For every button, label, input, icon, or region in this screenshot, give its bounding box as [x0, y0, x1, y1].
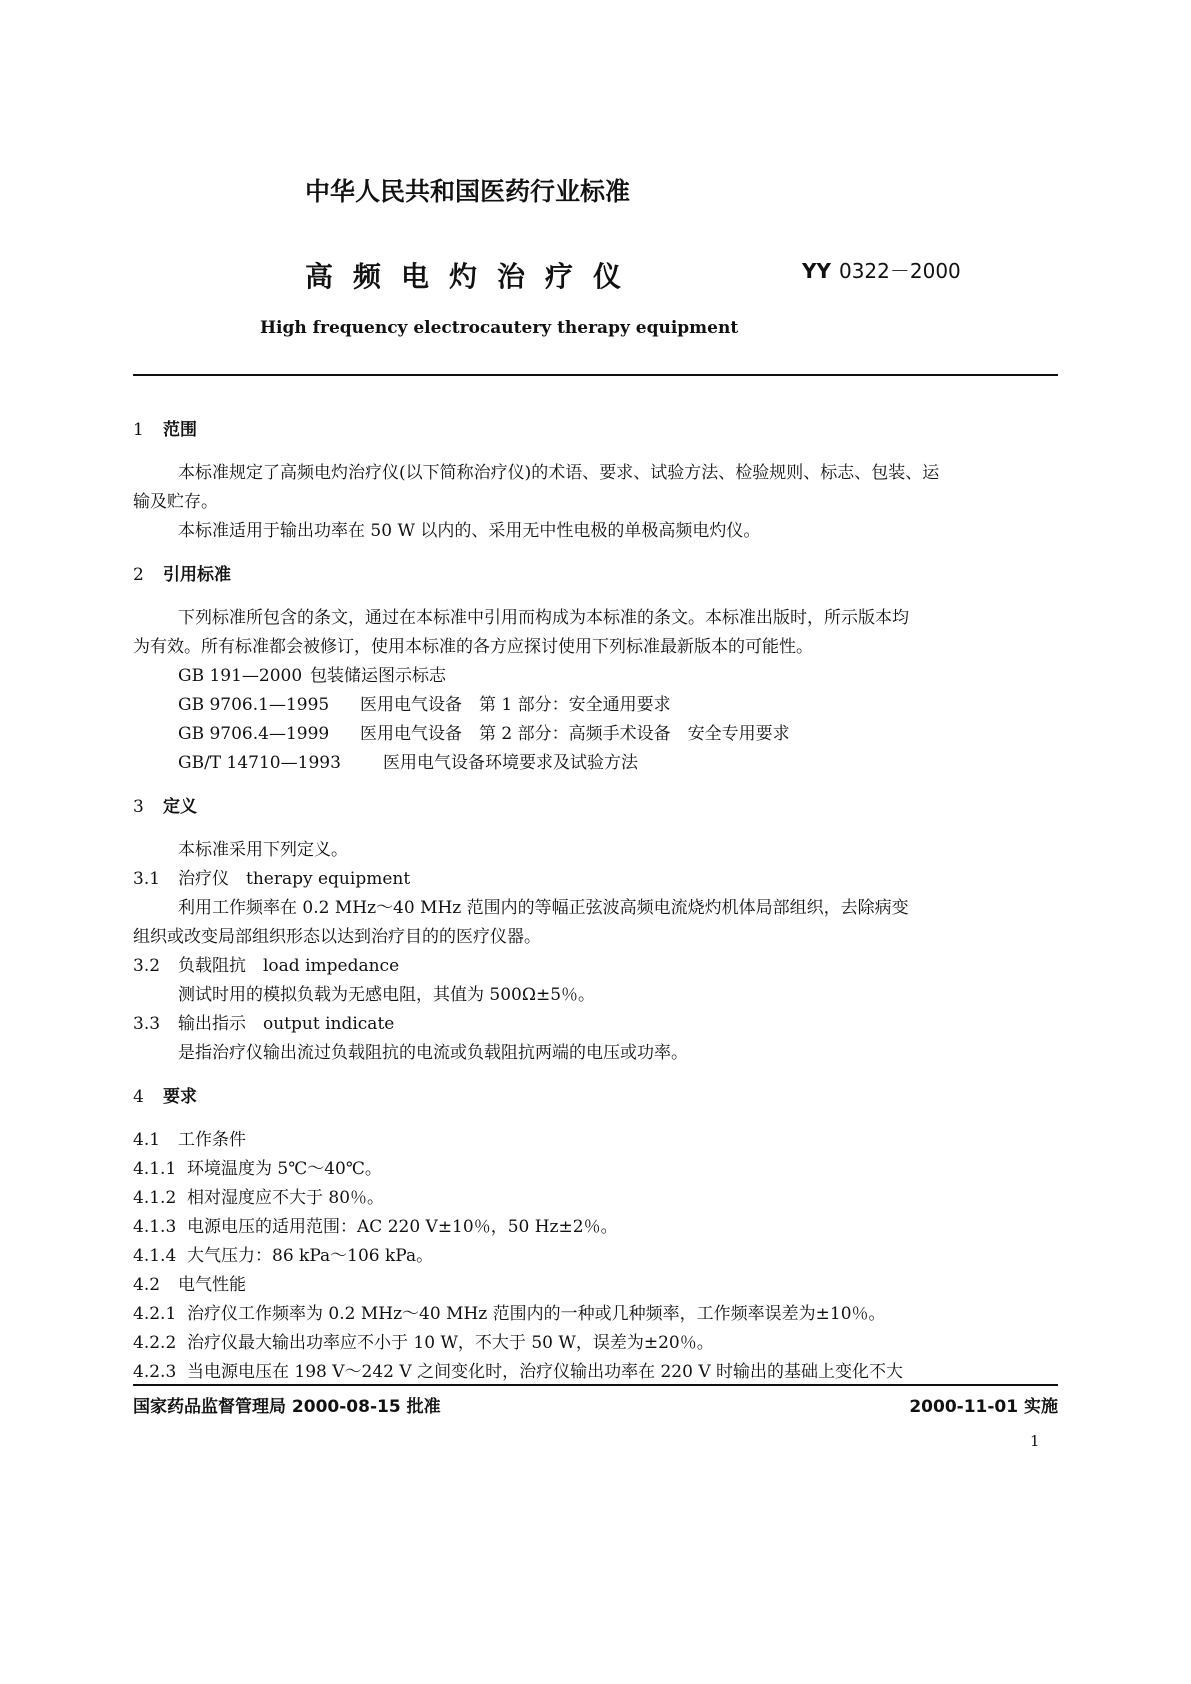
header-divider — [133, 374, 1058, 376]
reference-code: GB/T 14710—1993 — [178, 753, 341, 773]
clause — [133, 1212, 618, 1237]
clause-number: 4.1.3 — [133, 1217, 177, 1237]
clause-number: 4.1 — [133, 1130, 161, 1150]
paragraph: 输及贮存。 — [133, 492, 218, 512]
section-title: 定义 — [163, 797, 197, 817]
reference-code: GB 191—2000 — [178, 666, 303, 686]
clause-number: 4.1.4 — [133, 1246, 177, 1266]
section-title: 引用标准 — [163, 565, 231, 585]
page-number: 1 — [1030, 1432, 1040, 1450]
section-number: 3 — [133, 797, 144, 817]
term-label: 负载阻抗 load impedance — [178, 956, 400, 976]
clause — [133, 1299, 886, 1324]
section-2-heading — [133, 560, 231, 585]
clause-number: 3.2 — [133, 956, 161, 976]
reference-item — [178, 661, 446, 686]
code-prefix: YY — [802, 259, 831, 283]
clause-text: 工作条件 — [178, 1130, 246, 1150]
definition-term — [133, 1009, 394, 1034]
clause-text: 电源电压的适用范围：AC 220 V±10％，50 Hz±2％。 — [187, 1217, 618, 1237]
clause-text: 相对湿度应不大于 80％。 — [187, 1188, 385, 1208]
clause-number: 4.2.2 — [133, 1333, 177, 1353]
clause-text: 治疗仪工作频率为 0.2 MHz～40 MHz 范围内的一种或几种频率，工作频率误差为±10％。 — [187, 1304, 886, 1324]
clause — [133, 1125, 246, 1150]
reference-code: GB 9706.4—1999 — [178, 724, 330, 744]
english-title: High frequency electrocautery therapy equipment — [260, 318, 739, 338]
term-label: 输出指示 output indicate — [178, 1014, 395, 1034]
paragraph: 为有效。所有标准都会被修订，使用本标准的各方应探讨使用下列标准最新版本的可能性。 — [133, 637, 813, 657]
clause-text: 当电源电压在 198 V～242 V 之间变化时，治疗仪输出功率在 220 V 时输出的基础上变化不大 — [187, 1362, 903, 1382]
clause-number: 3.1 — [133, 869, 161, 889]
section-title: 要求 — [163, 1087, 197, 1107]
reference-title: 医用电气设备 第 1 部分：安全通用要求 — [360, 695, 671, 715]
approval-line: 国家药品监督管理局 2000-08-15 批准 — [133, 1397, 441, 1417]
section-title: 范围 — [163, 420, 197, 440]
footer-divider — [133, 1384, 1058, 1386]
paragraph: 是指治疗仪输出流过负载阻抗的电流或负载阻抗两端的电压或功率。 — [178, 1043, 688, 1063]
clause-number: 4.1.2 — [133, 1188, 177, 1208]
definition-term — [133, 951, 399, 976]
paragraph: 本标准规定了高频电灼治疗仪(以下简称治疗仪)的术语、要求、试验方法、检验规则、标志、包装、运 — [178, 463, 940, 483]
reference-code: GB 9706.1—1995 — [178, 695, 330, 715]
reference-title: 包装储运图示标志 — [310, 666, 446, 686]
paragraph: 测试时用的模拟负载为无感电阻，其值为 500Ω±5％。 — [178, 985, 596, 1005]
clause-text: 治疗仪最大输出功率应不小于 10 W，不大于 50 W，误差为±20％。 — [187, 1333, 714, 1353]
paragraph: 下列标准所包含的条文，通过在本标准中引用而构成为本标准的条文。本标准出版时，所示版本均 — [178, 608, 909, 628]
section-1-heading — [133, 415, 197, 440]
clause-number: 4.2.3 — [133, 1362, 177, 1382]
clause-text: 电气性能 — [178, 1275, 246, 1295]
clause-text: 大气压力：86 kPa～106 kPa。 — [187, 1246, 434, 1266]
clause — [133, 1357, 903, 1382]
paragraph: 组织或改变局部组织形态以达到治疗目的的医疗仪器。 — [133, 927, 541, 947]
reference-title: 医用电气设备 第 2 部分：高频手术设备 安全专用要求 — [360, 724, 790, 744]
reference-item — [178, 748, 638, 773]
clause — [133, 1183, 384, 1208]
standard-category: 中华人民共和国医药行业标准 — [305, 177, 631, 206]
clause — [133, 1154, 382, 1179]
paragraph: 利用工作频率在 0.2 MHz～40 MHz 范围内的等幅正弦波高频电流烧灼机体局部组织，去除病变 — [178, 898, 909, 918]
definition-term — [133, 864, 410, 889]
section-number: 4 — [133, 1087, 144, 1107]
paragraph: 本标准采用下列定义。 — [178, 840, 348, 860]
document-code — [802, 255, 961, 284]
section-4-heading — [133, 1082, 197, 1107]
clause-number: 4.1.1 — [133, 1159, 177, 1179]
clause-number: 3.3 — [133, 1014, 161, 1034]
implementation-line: 2000-11-01 实施 — [909, 1397, 1058, 1417]
document-title: 高频电灼治疗仪 — [305, 260, 642, 293]
clause-number: 4.2 — [133, 1275, 161, 1295]
reference-item — [178, 690, 671, 715]
section-number: 1 — [133, 420, 144, 440]
clause-number: 4.2.1 — [133, 1304, 177, 1324]
code-number: 0322－2000 — [838, 259, 961, 283]
clause-text: 环境温度为 5℃～40℃。 — [187, 1159, 382, 1179]
clause — [133, 1270, 246, 1295]
term-label: 治疗仪 therapy equipment — [178, 869, 411, 889]
clause — [133, 1328, 714, 1353]
reference-title: 医用电气设备环境要求及试验方法 — [383, 753, 638, 773]
reference-item — [178, 719, 790, 744]
clause — [133, 1241, 433, 1266]
section-3-heading — [133, 792, 197, 817]
section-number: 2 — [133, 565, 144, 585]
paragraph: 本标准适用于输出功率在 50 W 以内的、采用无中性电极的单极高频电灼仪。 — [178, 521, 761, 541]
